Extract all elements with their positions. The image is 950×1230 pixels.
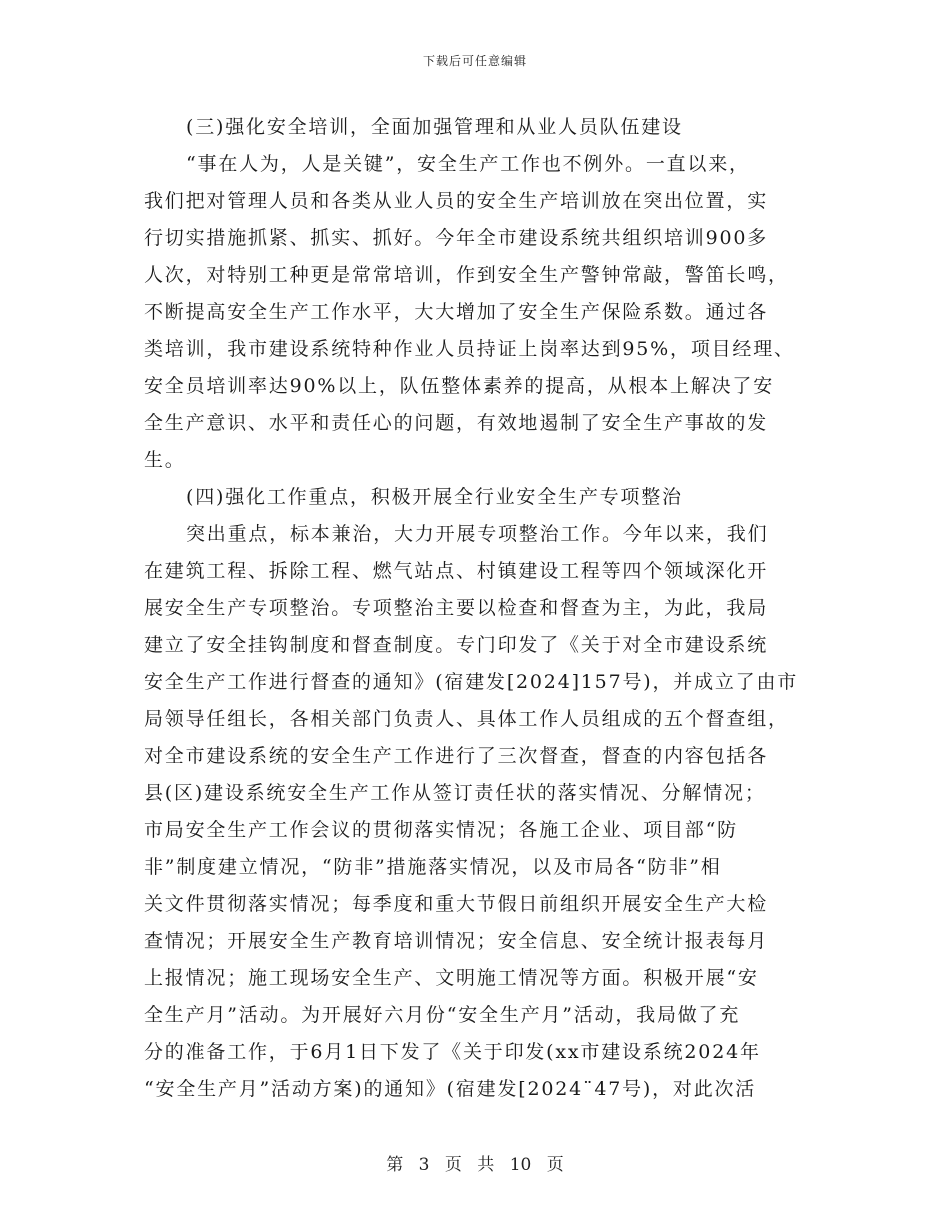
paragraph-line: 人次，对特别工种更是常常培训，作到安全生产警钟常敲，警笛长鸣， [144,264,789,286]
page-number-footer [0,1150,950,1175]
paragraph-line: “事在人为，人是关键”，安全生产工作也不例外。一直以来， [186,153,750,175]
paragraph-line: 在建筑工程、拆除工程、燃气站点、村镇建设工程等四个领域深化开 [144,560,769,582]
paragraph-line: 县(区)建设系统安全生产工作从签订责任状的落实情况、分解情况； [144,782,766,804]
paragraph-line: 突出重点，标本兼治，大力开展专项整治工作。今年以来，我们 [186,523,769,545]
paragraph-line: 安全员培训率达90%以上，队伍整体素养的提高，从根本上解决了安 [144,375,775,397]
paragraph-line: 建立了安全挂钩制度和督查制度。专门印发了《关于对全市建设系统 [144,634,769,656]
paragraph-line: 分的准备工作，于6月1日下发了《关于印发(xx市建设系统2024年 [144,1041,761,1063]
paragraph-line: 展安全生产专项整治。专项整治主要以检查和督查为主，为此，我局 [144,597,769,619]
current-page-number: 3 [418,1155,430,1175]
paragraph-line: 上报情况；施工现场安全生产、文明施工情况等方面。积极开展“安 [144,967,759,989]
paragraph-line: 行切实措施抓紧、抓实、抓好。今年全市建设系统共组织培训900多 [144,227,769,249]
paragraph-line: “安全生产月”活动方案)的通知》(宿建发[2024¨47号)，对此次活 [144,1078,757,1100]
footer-page-word: 页 [444,1155,462,1175]
paragraph-line: 全生产意识、水平和责任心的问题，有效地遏制了安全生产事故的发 [144,412,769,434]
paragraph-line: 不断提高安全生产工作水平，大大增加了安全生产保险系数。通过各 [144,301,769,323]
section-heading-4: (四)强化工作重点，积极开展全行业安全生产专项整治 [186,486,683,508]
paragraph-line: 市局安全生产工作会议的贯彻落实情况；各施工企业、项目部“防 [144,819,738,841]
paragraph-line: 全生产月”活动。为开展好六月份“安全生产月”活动，我局做了充 [144,1004,741,1026]
footer-total-word: 共 [477,1155,495,1175]
paragraph-line: 生。 [144,449,186,471]
paragraph-line: 非”制度建立情况，“防非”措施落实情况，以及市局各“防非”相 [144,856,722,878]
paragraph-line: 查情况；开展安全生产教育培训情况；安全信息、安全统计报表每月 [144,930,769,952]
section-heading-3: (三)强化安全培训，全面加强管理和从业人员队伍建设 [186,116,683,138]
paragraph-line: 局领导任组长，各相关部门负责人、具体工作人员组成的五个督查组， [144,708,789,730]
footer-prefix: 第 [386,1155,404,1175]
paragraph-line: 类培训，我市建设系统特种作业人员持证上岗率达到95%，项目经理、 [144,338,795,360]
footer-suffix: 页 [546,1155,564,1175]
paragraph-line: 安全生产工作进行督查的通知》(宿建发[2024]157号)，并成立了由市 [144,671,799,693]
paragraph-line: 关文件贯彻落实情况；每季度和重大节假日前组织开展安全生产大检 [144,893,769,915]
paragraph-line: 对全市建设系统的安全生产工作进行了三次督查，督查的内容包括各 [144,745,769,767]
total-page-count: 10 [509,1155,532,1175]
paragraph-line: 我们把对管理人员和各类从业人员的安全生产培训放在突出位置，实 [144,190,769,212]
page-header-note: 下载后可任意编辑 [422,54,527,68]
